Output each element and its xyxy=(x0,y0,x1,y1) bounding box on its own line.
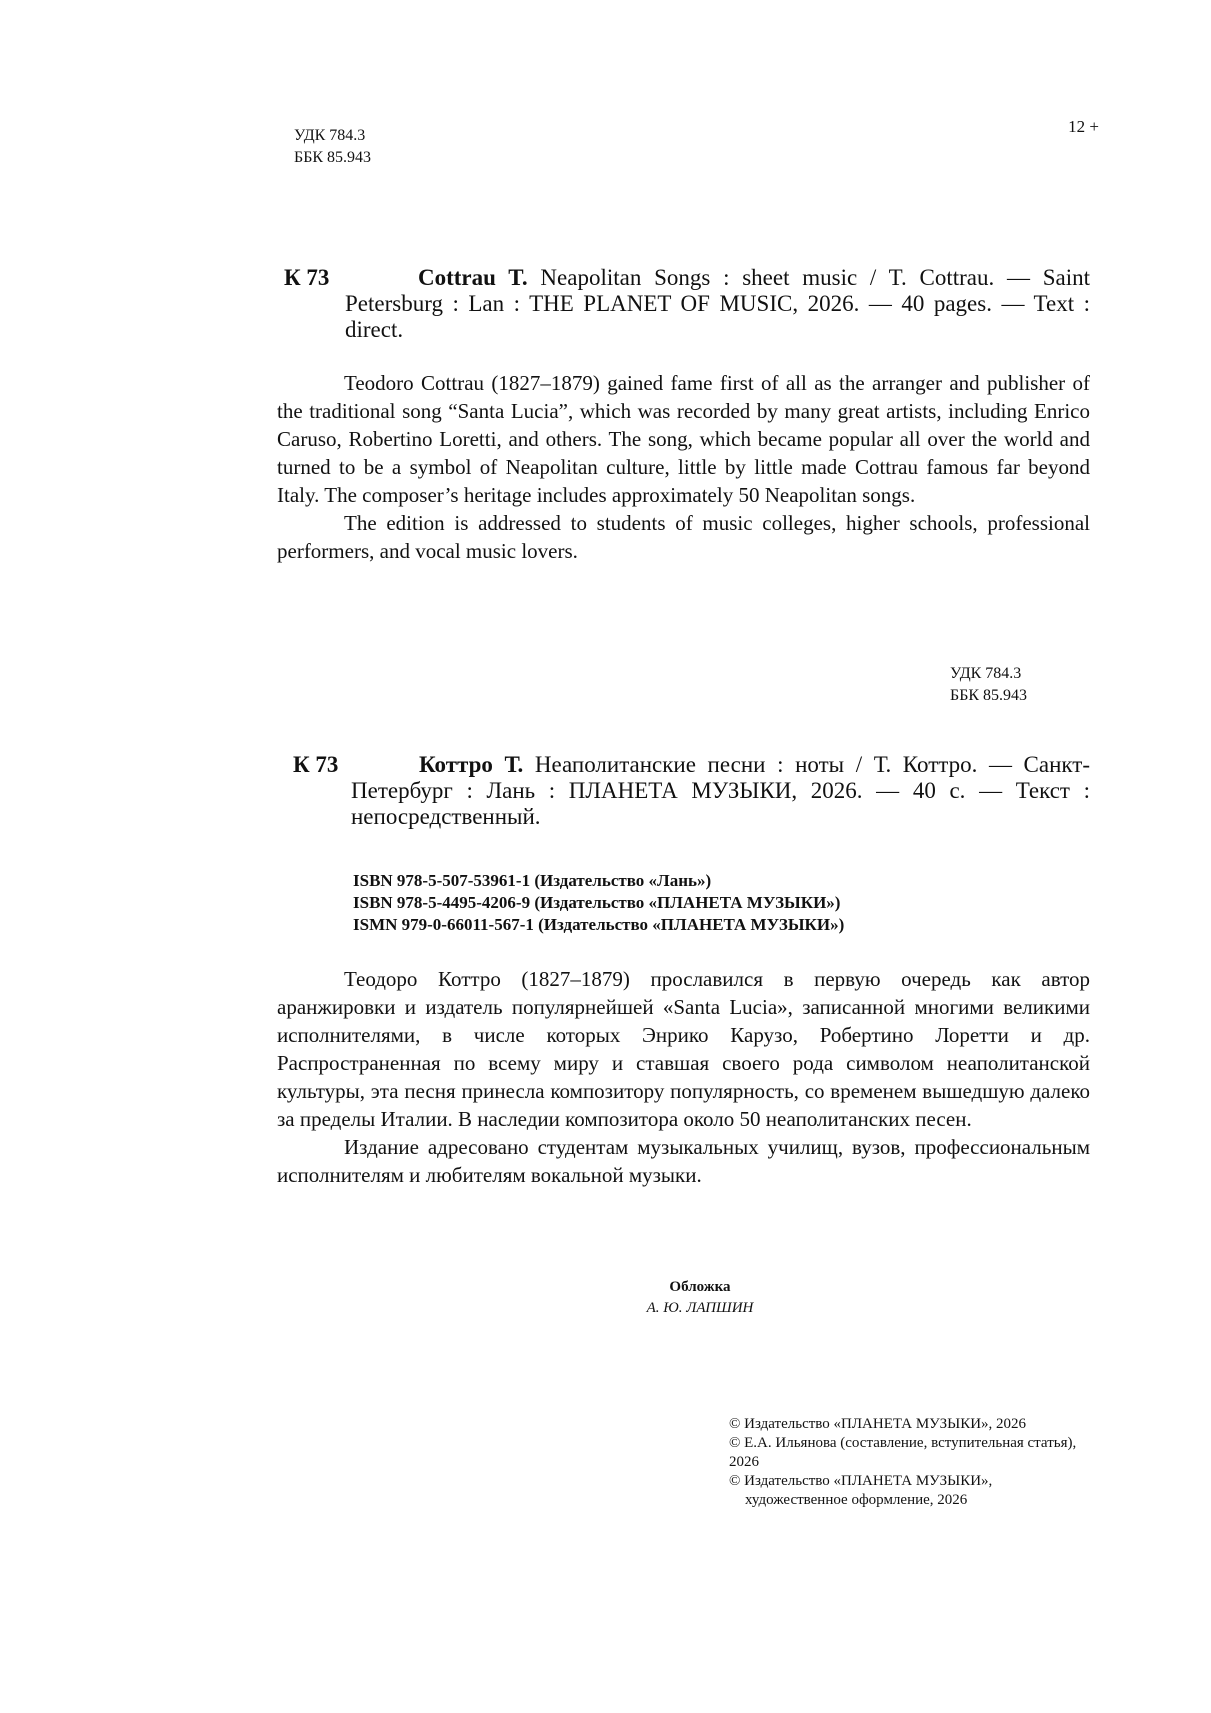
classification-header xyxy=(294,125,371,169)
isbn-block xyxy=(353,870,844,936)
udk-code: УДК 784.3 xyxy=(294,127,366,144)
author-name: Cottrau T. xyxy=(418,265,528,290)
ismn-line: ISMN 979-0-66011-567-1 (Издательство «ПЛАНЕТА МУЗЫКИ») xyxy=(353,915,845,934)
cover-credit xyxy=(500,1277,900,1319)
bibliographic-description: Неаполитанские песни : ноты / Т. Коттро. — Санкт-Петербург : Лань : ПЛАНЕТА МУЗЫКИ, 2026. — 40 с. — Текст : непосредственный. xyxy=(351,752,1090,829)
catalog-description xyxy=(351,752,1090,830)
catalog-description xyxy=(345,265,1090,343)
author-sign-code: К 73 xyxy=(293,752,339,777)
annotation-paragraph: Издание адресовано студентам музыкальных училищ, вузов, профессиональным исполнителям и любителям вокальной музыки. xyxy=(277,1135,1090,1187)
copyright-line: художественное оформление, 2026 xyxy=(745,1492,968,1508)
bbk-code: ББК 85.943 xyxy=(950,687,1028,704)
annotation-paragraph: The edition is addressed to students of music colleges, higher schools, professional performers, and vocal music lovers. xyxy=(277,511,1090,563)
udk-code: УДК 784.3 xyxy=(950,665,1022,682)
age-rating: 12 + xyxy=(1068,117,1099,136)
isbn-line: ISBN 978-5-507-53961-1 (Издательство «Лань») xyxy=(353,871,712,890)
bbk-code: ББК 85.943 xyxy=(294,149,372,166)
copyright-block xyxy=(729,1415,1089,1510)
copyright-line: © Издательство «ПЛАНЕТА МУЗЫКИ», 2026 xyxy=(729,1416,1027,1432)
annotation-ru xyxy=(277,965,1090,1189)
annotation-paragraph: Teodoro Cottrau (1827–1879) gained fame first of all as the arranger and publisher of the traditional song “Santa Lucia”, which was recorded by many great artists, including Enrico Caruso, Robertino Loretti, and others. The song, which became popular all over the world and turned to be a symbol of Neapolitan culture, little by little made Cottrau famous far beyond Italy. The composer’s heritage includes approximately 50 Neapolitan songs. xyxy=(277,371,1090,507)
annotation-en xyxy=(277,369,1090,565)
copyright-line: © Е.А. Ильянова (составление, вступительная статья), 2026 xyxy=(729,1435,1077,1470)
author-name: Коттро Т. xyxy=(419,752,524,777)
bibliographic-description: Neapolitan Songs : sheet music / T. Cottrau. — Saint Petersburg : Lan : THE PLANET OF MUSIC, 2026. — 40 pages. — Text : direct. xyxy=(345,265,1091,342)
author-sign-code: К 73 xyxy=(284,265,330,290)
classification-ru xyxy=(950,663,1027,707)
cover-label: Обложка xyxy=(669,1279,731,1295)
isbn-line: ISBN 978-5-4495-4206-9 (Издательство «ПЛАНЕТА МУЗЫКИ») xyxy=(353,893,841,912)
annotation-paragraph: Теодоро Коттро (1827–1879) прославился в первую очередь как автор аранжировки и издатель популярнейшей «Santa Lucia», записанной многими великими исполнителями, в числе которых Энрико Карузо, Робертино Лоретти и др. Распространенная по всему миру и ставшая своего рода символом неаполитанской культуры, эта песня принесла композитору популярность, со временем вышедшую далеко за пределы Италии. В наследии композитора около 50 неаполитанских песен. xyxy=(277,967,1090,1131)
catalog-entry-en xyxy=(284,265,1090,343)
catalog-entry-ru xyxy=(293,752,1090,830)
copyright-line: © Издательство «ПЛАНЕТА МУЗЫКИ», xyxy=(729,1473,993,1489)
cover-designer-name: А. Ю. ЛАПШИН xyxy=(646,1300,754,1316)
